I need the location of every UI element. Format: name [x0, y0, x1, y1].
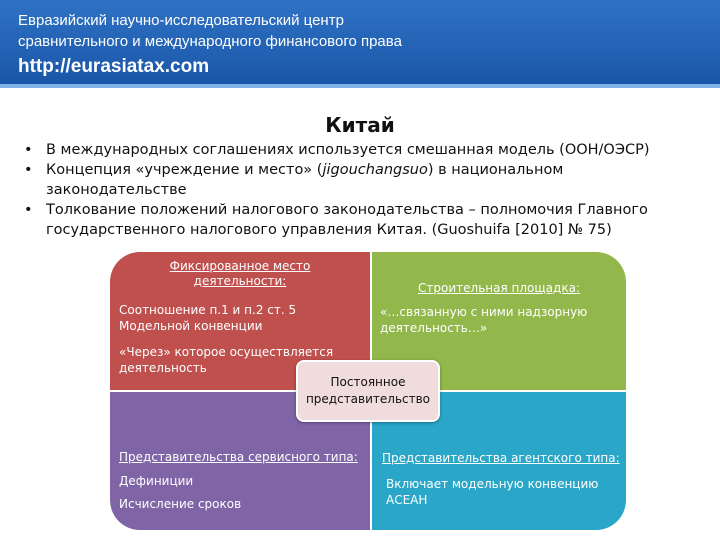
bullet-dot-icon: • — [24, 202, 33, 218]
construction-site-heading: Строительная площадка: — [418, 281, 580, 295]
bullet-item — [22, 140, 702, 160]
service-type-text1: Дефиниции — [119, 474, 194, 488]
quadrant-construction-site — [372, 252, 626, 358]
bullet-dot-icon: • — [24, 162, 33, 178]
slide-title: Китай — [325, 113, 395, 137]
fixed-place-text1-line1: Соотношение п.1 и п.2 ст. 5 — [119, 303, 297, 317]
construction-site-text-line1: «…связанную с ними надзорную — [380, 305, 588, 319]
construction-site-text — [380, 304, 587, 336]
bullet-text: В международных соглашениях используется смешанная модель (ООН/ОЭСР) — [46, 142, 650, 158]
agent-type-text-line2: АСЕАН — [386, 493, 428, 507]
bullet-text-after: ) в национальном законодательстве — [46, 162, 564, 198]
fixed-place-heading-line2: деятельности: — [193, 274, 287, 288]
agent-type-heading: Представительства агентского типа: — [382, 451, 620, 465]
bullet-text-before: Концепция «учреждение и место» ( — [46, 162, 323, 178]
bullet-item — [22, 160, 702, 200]
permanent-establishment-box — [296, 360, 440, 422]
fixed-place-text2-line1: «Через» которое осуществляется — [119, 345, 334, 359]
fixed-place-text1-line2: Модельной конвенции — [119, 319, 263, 333]
fixed-place-text2-line2: деятельность — [119, 361, 207, 375]
header-org-line2: сравнительного и международного финансового права — [18, 33, 402, 50]
bullet-text-italic: jigouchangsuo — [322, 162, 428, 178]
header-banner — [0, 0, 720, 88]
construction-site-text-line2: деятельность…» — [380, 321, 488, 335]
service-type-heading: Представительства сервисного типа: — [119, 450, 358, 464]
agent-type-text — [386, 476, 598, 508]
header-url[interactable]: http://eurasiatax.com — [18, 56, 210, 77]
fixed-place-heading — [160, 259, 320, 289]
bullet-item — [22, 200, 702, 240]
bullet-dot-icon: • — [24, 142, 33, 158]
fixed-place-text1 — [119, 302, 296, 334]
fixed-place-heading-line1: Фиксированное место — [169, 259, 311, 273]
bullet-text: Толкование положений налогового законодательства – полномочия Главного государственного налогового управления Китая. (Guoshuifa [2010] № 75) — [46, 202, 648, 238]
header-org-line1: Евразийский научно-исследовательский центр — [18, 12, 344, 29]
center-line1: Постоянное — [330, 375, 406, 389]
pe-diagram — [110, 252, 626, 530]
agent-type-text-line1: Включает модельную конвенцию — [386, 477, 599, 491]
bullet-list — [22, 140, 702, 240]
center-line2: представительство — [305, 392, 431, 406]
service-type-text2: Исчисление сроков — [119, 497, 242, 511]
quadrant-agent-type — [372, 426, 626, 530]
